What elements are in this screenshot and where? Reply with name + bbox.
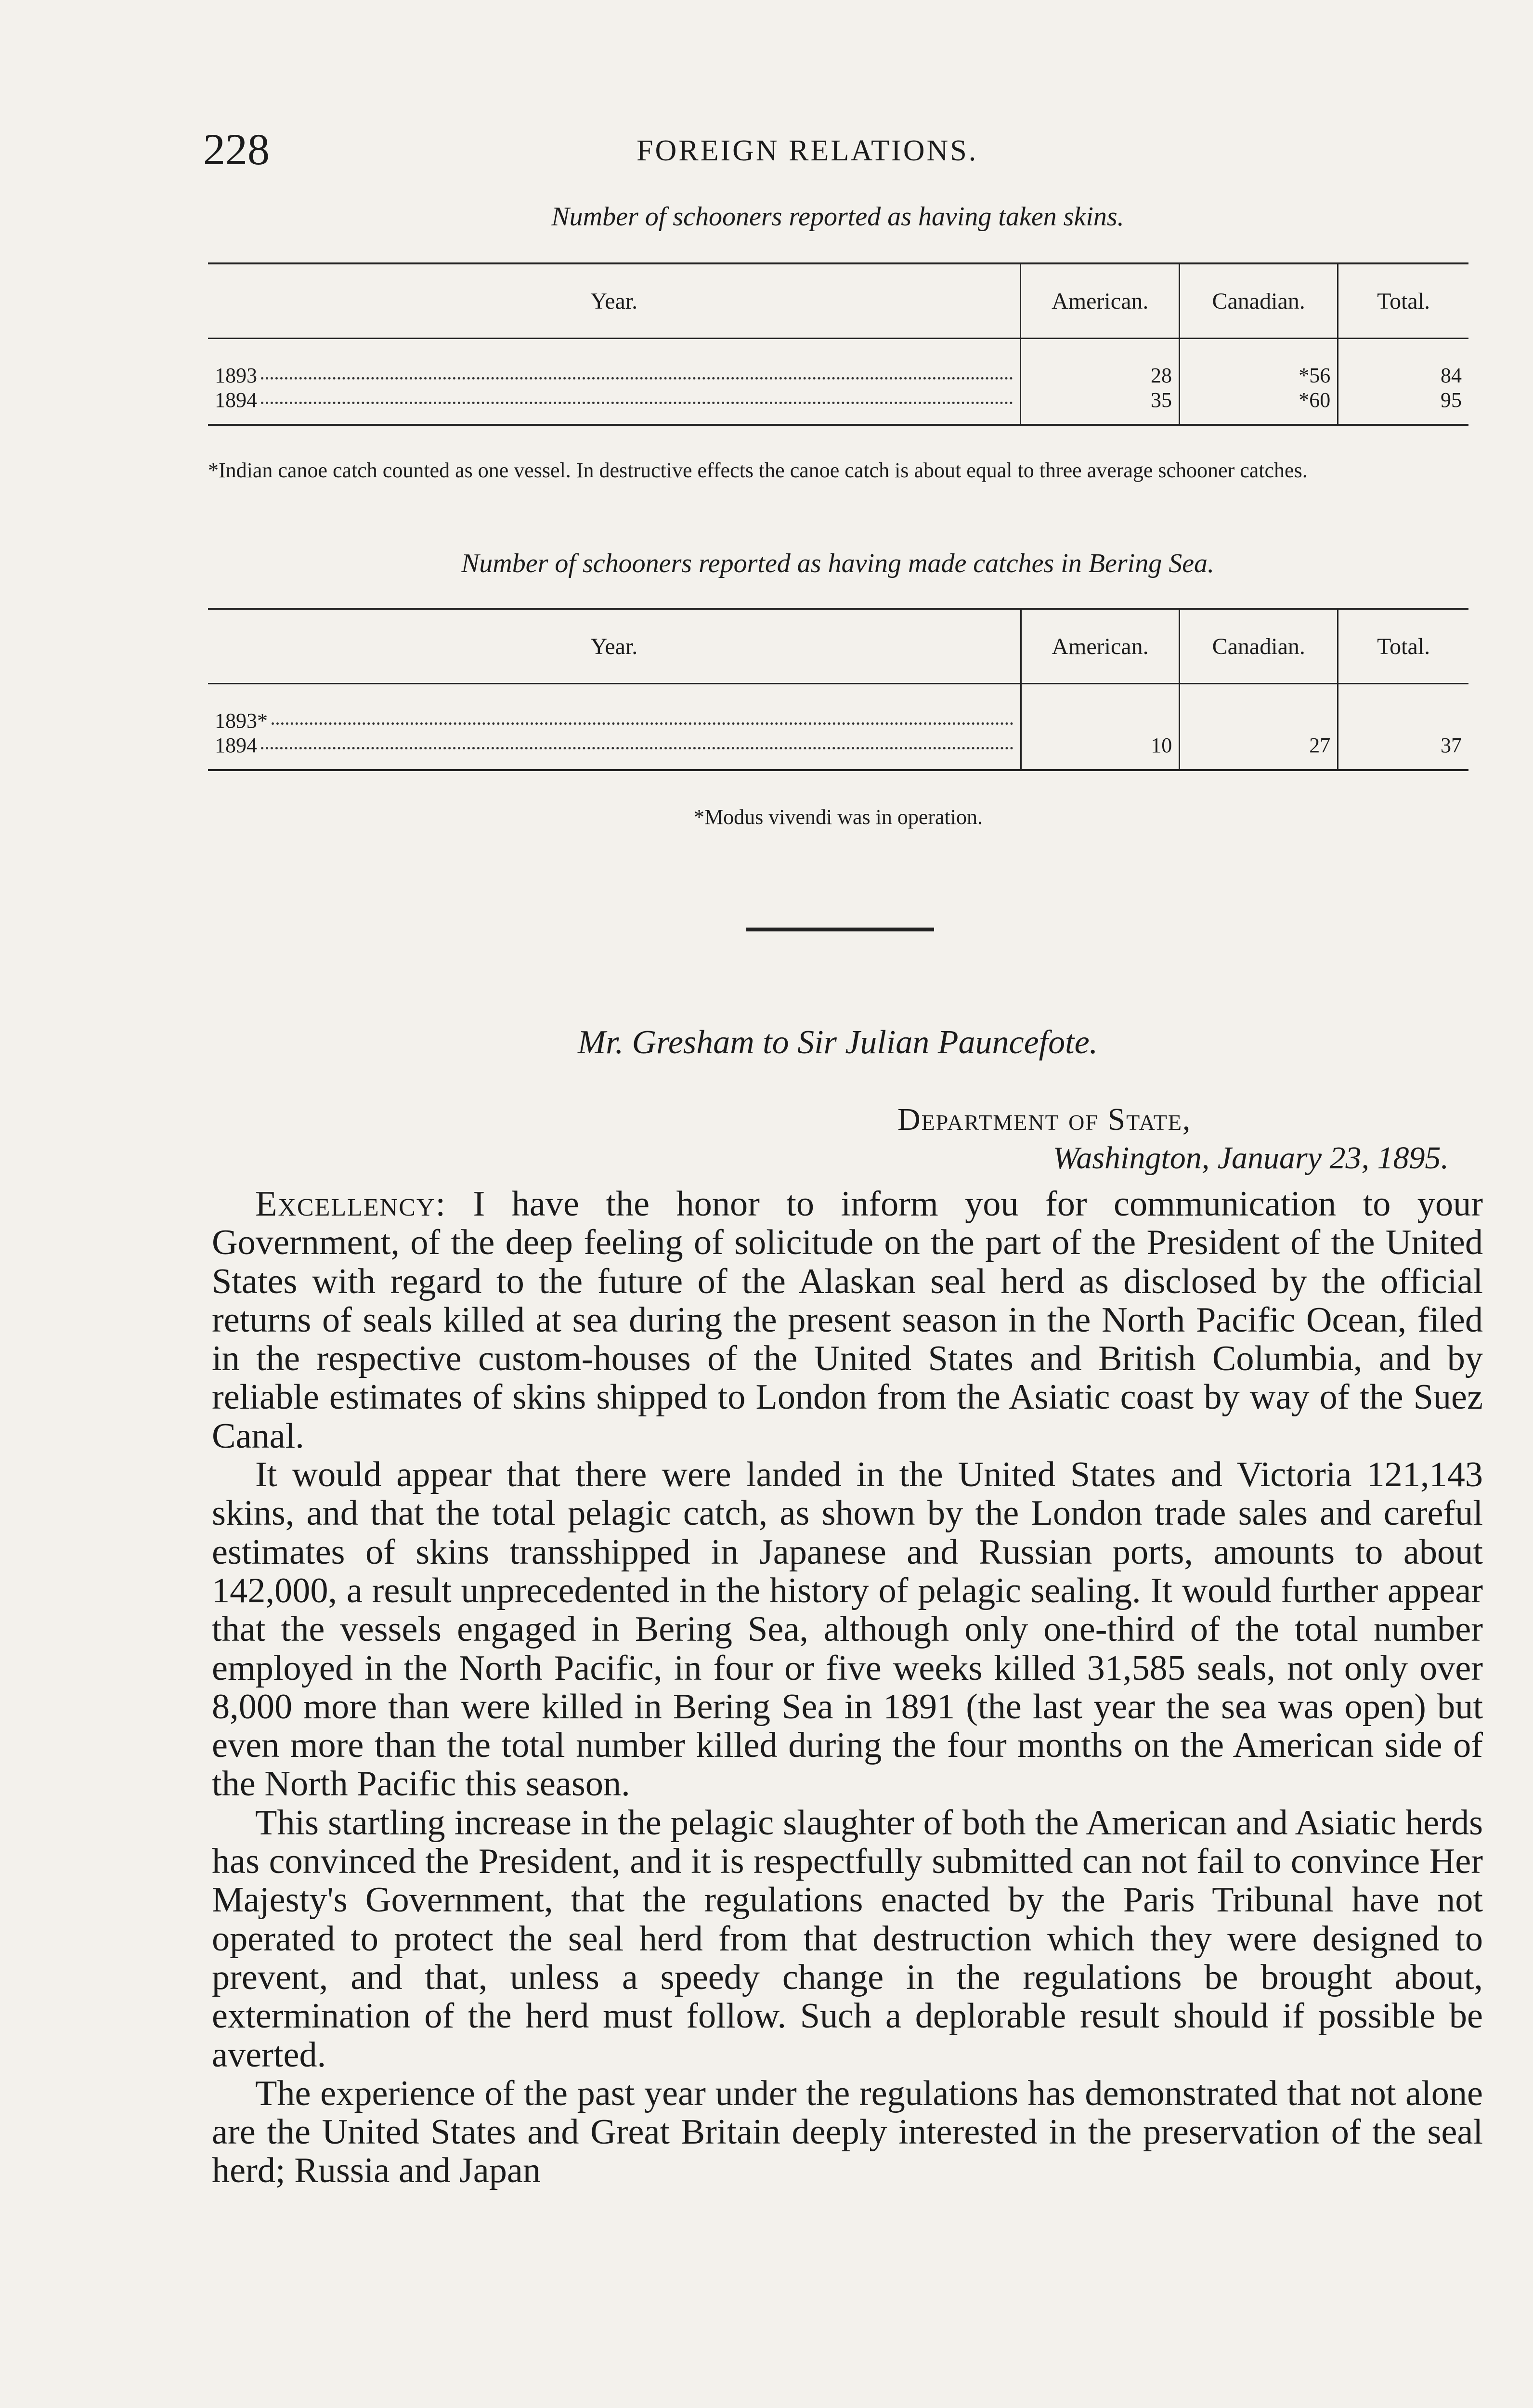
running-head — [203, 123, 1479, 176]
table1-header-american: American. — [1021, 263, 1180, 339]
american-cell: 28 — [1021, 339, 1180, 388]
table2-header-total: Total. — [1338, 609, 1468, 684]
table1-footnote: *Indian canoe catch counted as one vessel. In destructive effects the canoe catch is about equal to three average schooner catches. — [208, 458, 1308, 482]
american-cell: 10 — [1021, 733, 1179, 770]
table-row — [208, 733, 1468, 770]
year-cell: 1894 — [215, 733, 257, 757]
table1-caption: Number of schooners reported as having taken skins. — [551, 202, 1124, 232]
dot-leader — [261, 402, 1013, 404]
table-row — [208, 339, 1468, 388]
section-separator — [746, 928, 934, 931]
letter-title: Mr. Gresham to Sir Julian Pauncefote. — [577, 1024, 1098, 1061]
table2-header-year: Year. — [208, 609, 1021, 684]
paragraph — [212, 1185, 1483, 1455]
dot-leader — [272, 722, 1013, 725]
table2-caption: Number of schooners reported as having made catches in Bering Sea. — [461, 549, 1215, 578]
running-title: FOREIGN RELATIONS. — [637, 134, 978, 167]
paragraph-text: I have the honor to inform you for communication to your Government, of the deep feeling of solicitude on the part of the President of the United States with regard to the future of the Alaskan seal herd as disclosed by the official returns of seals killed at sea during the present season in the North Pacific Ocean, filed in the respective custom-houses of the United States and British Columbia, and by reliable estimates of skins shipped to London from the Asiatic coast by way of the Suez Canal. — [212, 1184, 1483, 1456]
paragraph: It would appear that there were landed in the United States and Victoria 121,143 skins, and that the total pelagic catch, as shown by the London trade sales and careful estimates of skins transshipped in Japanese and Russian ports, amounts to about 142,000, a result unprecedented in the history of pelagic sealing. It would further appear that the vessels engaged in Bering Sea, although only one-third of the total number employed in the North Pacific, in four or five weeks killed 31,585 seals, not only over 8,000 more than were killed in Bering Sea in 1891 (the last year the sea was open) but even more than the total number killed during the four months on the American side of the North Pacific this season. — [212, 1455, 1483, 1804]
total-cell: 95 — [1338, 388, 1468, 425]
salutation: Excellency: — [255, 1184, 447, 1224]
table-row — [208, 684, 1468, 733]
table1 — [208, 262, 1468, 426]
department-name: Department of State, — [897, 1102, 1192, 1137]
letter-heading — [871, 1100, 1449, 1178]
table1-header-year: Year. — [208, 263, 1021, 339]
table1-header-row — [208, 263, 1468, 339]
year-cell: 1894 — [215, 388, 257, 412]
paragraph: The experience of the past year under the regulations has demonstrated that not alone are the United States and Great Britain deeply interested in the preservation of the seal herd; Russia and Japan — [212, 2073, 1483, 2191]
table2 — [208, 608, 1468, 771]
table1-header-canadian: Canadian. — [1180, 263, 1338, 339]
canadian-cell: *60 — [1180, 388, 1338, 425]
table-row — [208, 388, 1468, 425]
year-cell: 1893 — [215, 364, 257, 387]
total-cell: 84 — [1338, 339, 1468, 388]
paragraph: This startling increase in the pelagic slaughter of both the American and Asiatic herds has convinced the President, and it is respectfully submitted can not fail to convince Her Majesty's Government, that the regulations enacted by the Paris Tribunal have not operated to protect the seal herd from that destruction which they were designed to prevent, and that, unless a speedy change in the regulations be brought about, extermination of the herd must follow. Such a deplorable result should if possible be averted. — [212, 1803, 1483, 2075]
american-cell — [1021, 684, 1179, 733]
table2-footnote: *Modus vivendi was in operation. — [693, 805, 983, 829]
dot-leader — [261, 747, 1013, 749]
table2-header-canadian: Canadian. — [1180, 609, 1338, 684]
american-cell: 35 — [1021, 388, 1180, 425]
table2-header-row — [208, 609, 1468, 684]
table1-header-total: Total. — [1338, 263, 1468, 339]
canadian-cell — [1180, 684, 1338, 733]
table2-header-american: American. — [1021, 609, 1179, 684]
total-cell: 37 — [1338, 733, 1468, 770]
page-number: 228 — [203, 125, 270, 174]
total-cell — [1338, 684, 1468, 733]
place-date: Washington, January 23, 1895. — [1052, 1140, 1449, 1176]
canadian-cell: *56 — [1180, 339, 1338, 388]
canadian-cell: 27 — [1180, 733, 1338, 770]
dot-leader — [261, 377, 1013, 380]
letter-body — [212, 1185, 1483, 2190]
year-cell: 1893* — [215, 709, 268, 733]
